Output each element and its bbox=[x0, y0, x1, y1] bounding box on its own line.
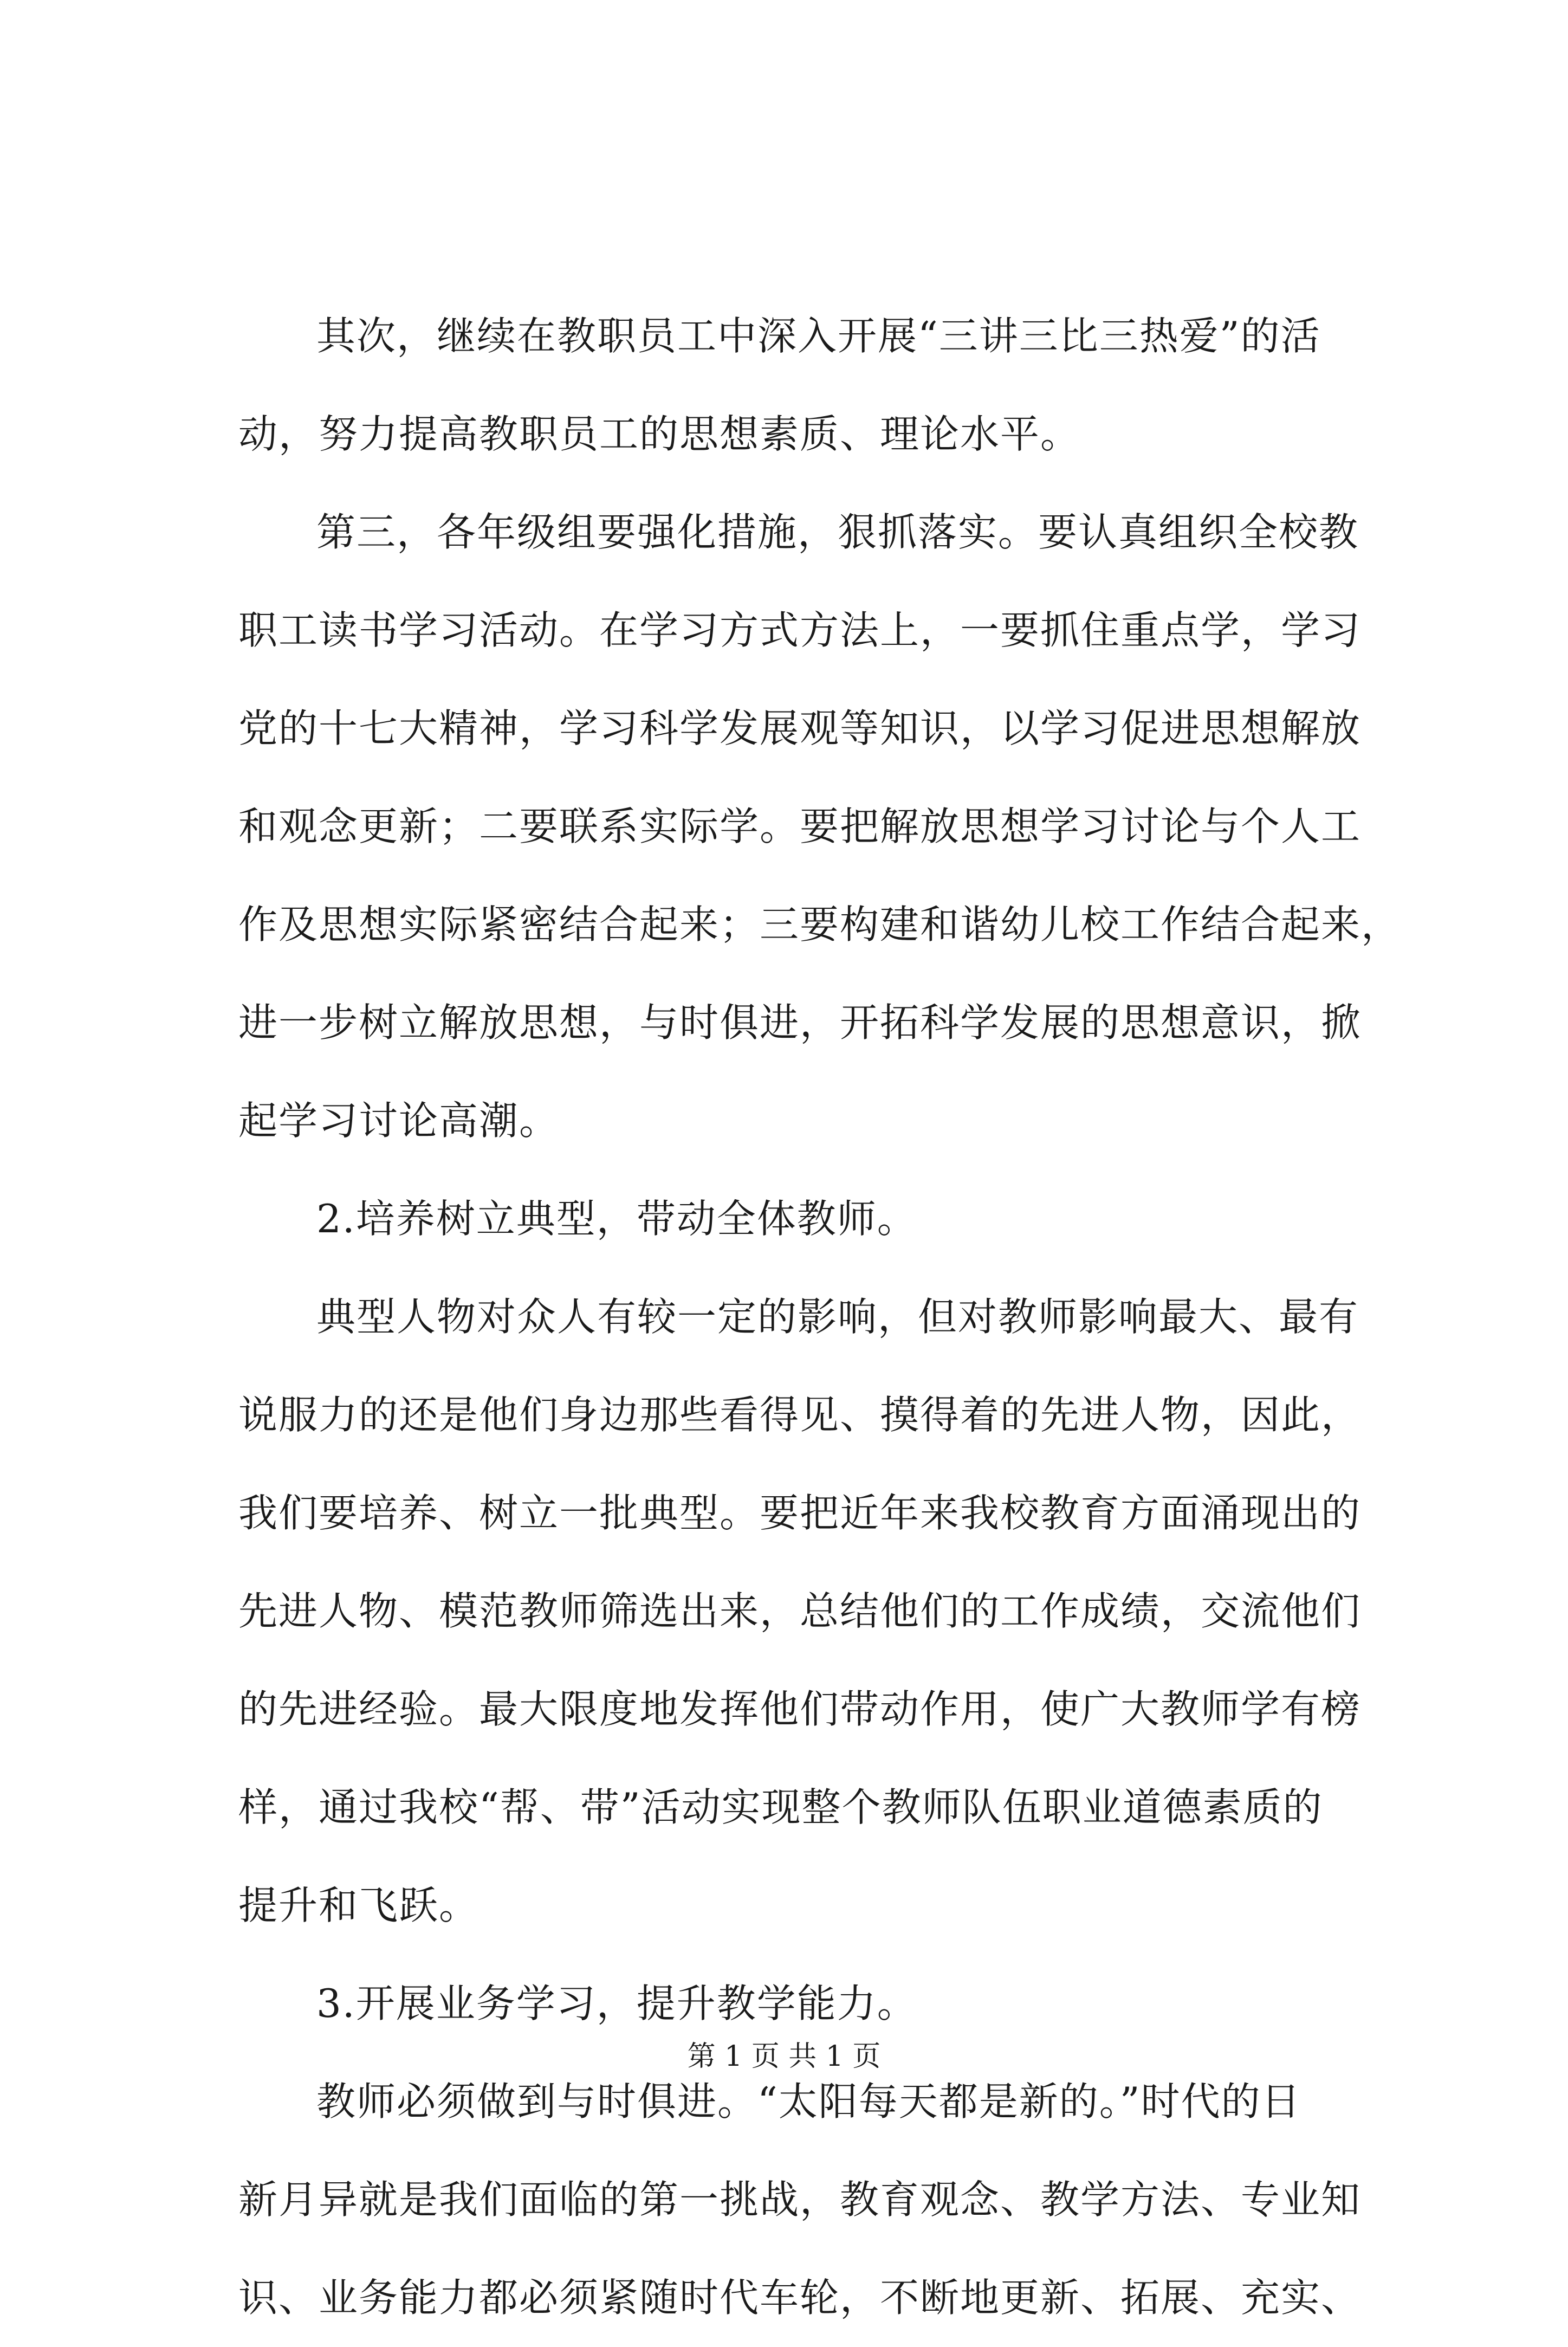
paragraph-line: 典型人物对众人有较一定的影响，但对教师影响最大、最有 bbox=[316, 1294, 1359, 1340]
paragraph-line: 动，努力提高教职员工的思想素质、理论水平。 bbox=[238, 411, 1081, 457]
section-heading: 3.开展业务学习，提升教学能力。 bbox=[316, 1981, 917, 2026]
paragraph-line: 的先进经验。最大限度地发挥他们带动作用，使广大教师学有榜 bbox=[238, 1686, 1362, 1732]
paragraph-line: 新月异就是我们面临的第一挑战，教育观念、教学方法、专业知 bbox=[238, 2177, 1362, 2222]
paragraph-line: 起学习讨论高潮。 bbox=[238, 1098, 560, 1143]
paragraph-line: 其次，继续在教职员工中深入开展“三讲三比三热爱”的活 bbox=[316, 313, 1321, 359]
paragraph-line: 先进人物、模范教师筛选出来，总结他们的工作成绩，交流他们 bbox=[238, 1588, 1362, 1634]
paragraph-line: 第三，各年级组要强化措施，狠抓落实。要认真组织全校教 bbox=[316, 509, 1359, 555]
page-number-footer: 第 1 页 共 1 页 bbox=[687, 2040, 881, 2073]
paragraph-line: 样，通过我校“帮、带”活动实现整个教师队伍职业道德素质的 bbox=[238, 1785, 1323, 1830]
paragraph-line: 提升和飞跃。 bbox=[238, 1883, 480, 1928]
paragraph-line: 职工读书学习活动。在学习方式方法上，一要抓住重点学，学习 bbox=[238, 607, 1362, 653]
paragraph-line: 和观念更新；二要联系实际学。要把解放思想学习讨论与个人工 bbox=[238, 804, 1362, 849]
paragraph-line: 识、业务能力都必须紧随时代车轮，不断地更新、拓展、充实、 bbox=[238, 2275, 1362, 2320]
section-heading: 2.培养树立典型，带动全体教师。 bbox=[316, 1196, 917, 1242]
paragraph-line: 我们要培养、树立一批典型。要把近年来我校教育方面涌现出的 bbox=[238, 1490, 1362, 1536]
paragraph-line: 说服力的还是他们身边那些看得见、摸得着的先进人物，因此， bbox=[238, 1392, 1362, 1438]
paragraph-line: 进一步树立解放思想，与时俱进，开拓科学发展的思想意识，掀 bbox=[238, 1000, 1362, 1045]
paragraph-line: 作及思想实际紧密结合起来；三要构建和谐幼儿校工作结合起来， bbox=[238, 902, 1402, 947]
paragraph-line: 教师必须做到与时俱进。“太阳每天都是新的。”时代的日 bbox=[316, 2079, 1301, 2124]
paragraph-line: 党的十七大精神，学习科学发展观等知识，以学习促进思想解放 bbox=[238, 706, 1362, 751]
